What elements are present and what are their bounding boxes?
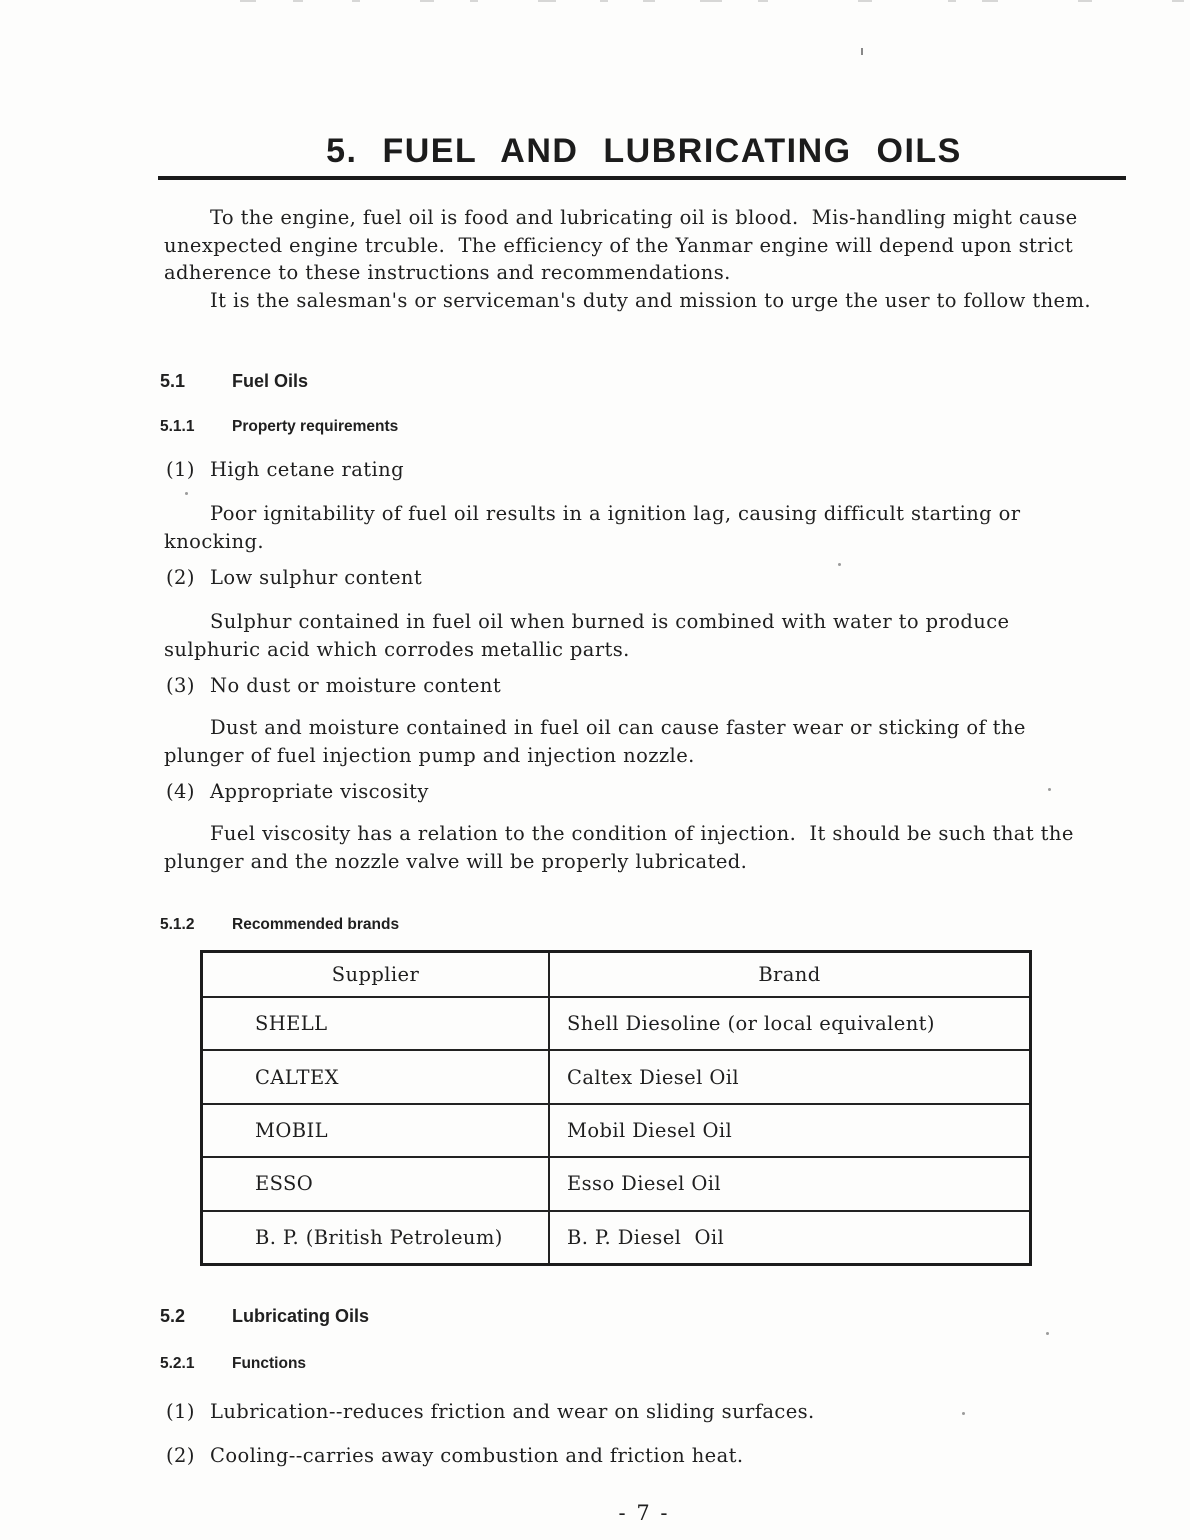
table-header-row — [203, 953, 1029, 996]
intro-paragraph — [164, 204, 1144, 314]
scan-dash — [1078, 0, 1092, 2]
item-marker: (4) — [166, 780, 195, 803]
title-underline — [158, 176, 1126, 180]
item-title: High cetane rating — [210, 458, 404, 481]
brand-cell: Mobil Diesel Oil — [567, 1118, 733, 1142]
item-text: Cooling--carries away combustion and friction heat. — [210, 1444, 744, 1467]
brand-cell: Esso Diesel Oil — [567, 1172, 722, 1196]
property-item-2-heading — [166, 566, 422, 589]
section-title: Property requirements — [232, 418, 399, 435]
item-marker: (1) — [166, 458, 195, 481]
scan-dash — [240, 0, 256, 2]
body-line: plunger of fuel injection pump and injection nozzle. — [164, 744, 695, 767]
table-row — [203, 1156, 1029, 1209]
brand-cell: Shell Diesoline (or local equivalent) — [567, 1012, 935, 1036]
section-title: Functions — [232, 1355, 307, 1372]
section-title: Fuel Oils — [232, 371, 309, 391]
scan-dash — [858, 0, 872, 2]
scan-dash — [538, 0, 556, 2]
item-marker: (3) — [166, 674, 195, 697]
scan-dash — [293, 0, 303, 2]
scan-speck — [1046, 1332, 1049, 1335]
property-item-3-body — [164, 714, 1144, 770]
body-line: knocking. — [164, 530, 264, 553]
scan-dash — [352, 0, 360, 2]
page-number: - 7 - — [618, 1501, 670, 1525]
property-item-1-body — [164, 500, 1144, 556]
section-heading-5-1-2 — [160, 916, 399, 934]
table-row — [203, 996, 1029, 1049]
supplier-cell: MOBIL — [203, 1105, 550, 1156]
item-title: No dust or moisture content — [210, 674, 502, 697]
scan-speck — [962, 1412, 965, 1415]
body-line: plunger and the nozzle valve will be properly lubricated. — [164, 850, 748, 873]
property-item-3-heading — [166, 674, 501, 697]
scan-speck — [861, 48, 863, 55]
function-item-1 — [166, 1400, 815, 1423]
section-title: Recommended brands — [232, 916, 400, 933]
item-marker: (2) — [166, 566, 195, 589]
scan-dash — [600, 0, 608, 2]
scan-dash — [948, 0, 956, 2]
scan-dash — [470, 0, 478, 2]
table-row — [203, 1049, 1029, 1102]
body-line: Fuel viscosity has a relation to the condition of injection. It should be such that the — [210, 822, 1074, 845]
scan-speck — [1048, 788, 1051, 791]
brand-cell: Caltex Diesel Oil — [567, 1065, 740, 1089]
intro-line-2: unexpected engine trcuble. The efficiency of the Yanmar engine will depend upon strict — [164, 233, 1074, 257]
body-line: sulphuric acid which corrodes metallic parts. — [164, 638, 630, 661]
supplier-cell: CALTEX — [203, 1051, 550, 1102]
intro-line-1: To the engine, fuel oil is food and lubricating oil is blood. Mis-handling might cause — [210, 206, 1078, 229]
supplier-cell: B. P. (British Petroleum) — [203, 1212, 550, 1263]
function-item-2 — [166, 1444, 743, 1467]
item-text: Lubrication--reduces friction and wear on sliding surfaces. — [210, 1400, 815, 1423]
item-title: Low sulphur content — [210, 566, 423, 589]
scan-speck — [838, 563, 841, 566]
supplier-cell: ESSO — [203, 1158, 550, 1209]
scan-dash — [420, 0, 434, 2]
recommended-brands-table — [200, 950, 1032, 1266]
item-marker: (1) — [166, 1400, 195, 1423]
intro-line-4: It is the salesman's or serviceman's duty and mission to urge the user to follow them. — [210, 288, 1091, 312]
property-item-1-heading — [166, 458, 404, 481]
section-number: 5.1.1 — [160, 418, 195, 435]
scan-dash — [700, 0, 722, 2]
scan-dash — [758, 0, 768, 2]
brand-cell: B. P. Diesel Oil — [567, 1225, 725, 1249]
intro-line-3: adherence to these instructions and recommendations. — [164, 261, 731, 284]
section-heading-5-2 — [160, 1306, 369, 1327]
section-number: 5.2 — [160, 1306, 186, 1326]
scan-dash — [1172, 0, 1184, 2]
section-heading-5-1-1 — [160, 418, 398, 436]
table-row — [203, 1210, 1029, 1263]
item-marker: (2) — [166, 1444, 195, 1467]
section-number: 5.2.1 — [160, 1355, 195, 1372]
section-title: Lubricating Oils — [232, 1306, 370, 1326]
section-number: 5.1.2 — [160, 916, 195, 933]
table-row — [203, 1103, 1029, 1156]
item-title: Appropriate viscosity — [210, 780, 429, 803]
scan-dash — [982, 0, 998, 2]
table-header-brand: Brand — [758, 963, 821, 986]
scan-dash — [643, 0, 655, 2]
property-item-2-body — [164, 608, 1144, 664]
section-number: 5.1 — [160, 371, 186, 391]
property-item-4-heading — [166, 780, 429, 803]
supplier-cell: SHELL — [203, 998, 550, 1049]
table-header-supplier: Supplier — [203, 953, 550, 996]
page-title: 5. FUEL AND LUBRICATING OILS — [326, 132, 962, 170]
section-heading-5-1 — [160, 371, 308, 392]
body-line: Poor ignitability of fuel oil results in a ignition lag, causing difficult starting or — [210, 502, 1021, 525]
property-item-4-body — [164, 820, 1144, 876]
body-line: Dust and moisture contained in fuel oil can cause faster wear or sticking of the — [210, 716, 1026, 739]
section-heading-5-2-1 — [160, 1355, 306, 1373]
body-line: Sulphur contained in fuel oil when burned is combined with water to produce — [210, 610, 1010, 633]
scan-speck — [185, 492, 188, 495]
